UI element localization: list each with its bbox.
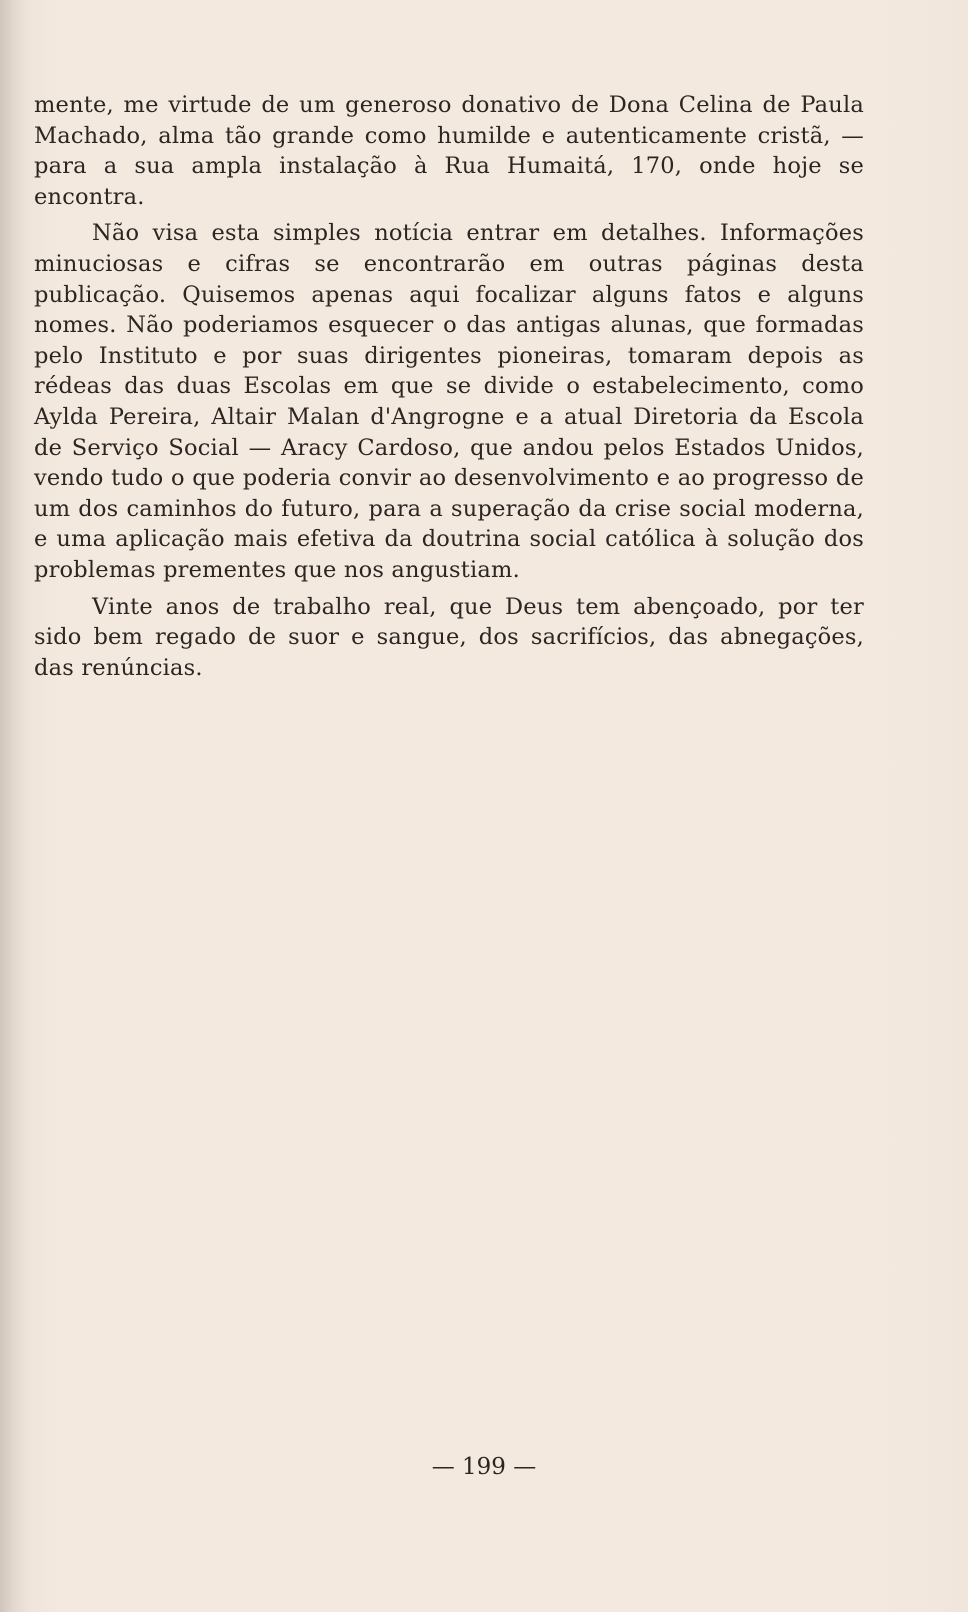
paragraph-3: Vinte anos de trabalho real, que Deus tem abençoado, por ter sido bem regado de suor e sangue, dos sacrifícios, das abnegações, das renúncias.: [34, 593, 864, 681]
page-number: — 199 —: [431, 1454, 537, 1480]
paragraph-2: Não visa esta simples notícia entrar em detalhes. Informações minuciosas e cifras se encontrarão em outras páginas desta publicação. Quisemos apenas aqui focalizar alguns fatos e alguns nomes. Não poderiamos esquecer o das antigas alunas, que formadas pelo Instituto e por suas dirigentes pioneiras, tomaram depois as rédeas das duas Escolas em que se divide o estabelecimento, como Aylda Pereira, Altair Malan d'Angrogne e a atual Diretoria da Escola de Serviço Social — Aracy Cardoso, que andou pelos Estados Unidos, vendo tudo o que poderia convir ao desenvolvimento e ao progresso de um dos caminhos do futuro, para a superação da crise social moderna, e uma aplicação mais efetiva da doutrina social católica à solução dos problemas prementes que nos angustiam.: [34, 220, 864, 583]
paragraph-1: mente, me virtude de um generoso donativo de Dona Celina de Paula Machado, alma tão grande como humilde e autenticamente cristã, — para a sua ampla instalação à Rua Humaitá, 170, onde hoje se encontra.: [34, 92, 864, 210]
body-text: [34, 90, 864, 689]
